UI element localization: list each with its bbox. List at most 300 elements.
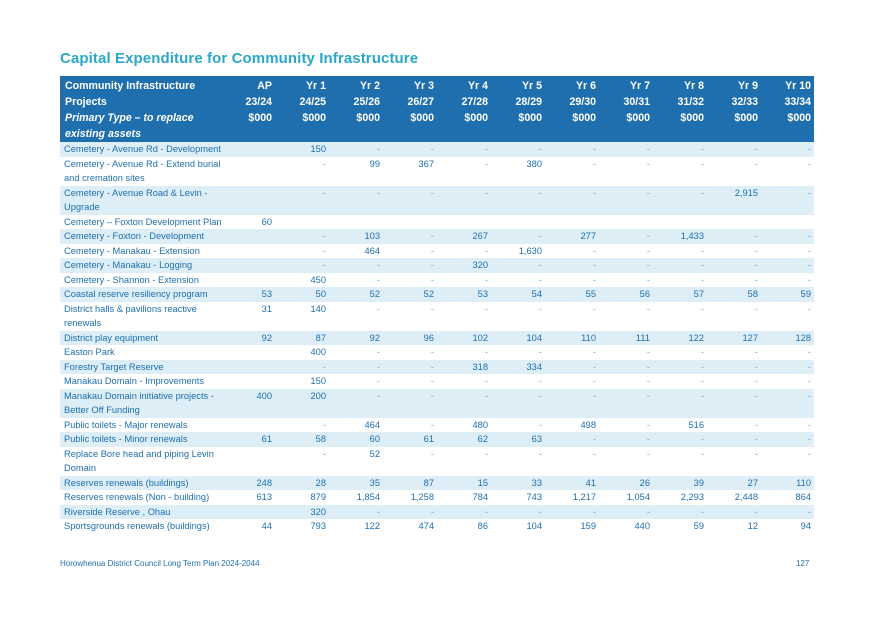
value-cell: - — [707, 157, 761, 186]
value-cell: 150 — [275, 142, 329, 157]
table-row — [60, 389, 814, 418]
table-row — [60, 157, 814, 186]
value-cell: 61 — [226, 432, 275, 447]
value-cell: 57 — [653, 287, 707, 302]
value-cell: 54 — [491, 287, 545, 302]
table-row — [60, 519, 814, 534]
header-yr3: Yr 3 26/27 $000 — [383, 76, 437, 142]
header-yr2: Yr 2 25/26 $000 — [329, 76, 383, 142]
value-cell: - — [761, 229, 814, 244]
header-yr1: Yr 1 24/25 $000 — [275, 76, 329, 142]
value-cell: - — [707, 142, 761, 157]
value-cell: - — [491, 258, 545, 273]
value-cell: - — [491, 374, 545, 389]
value-cell: - — [275, 418, 329, 433]
value-cell: 200 — [275, 389, 329, 418]
value-cell: - — [653, 374, 707, 389]
value-cell: 793 — [275, 519, 329, 534]
page-title: Capital Expenditure for Community Infrastructure — [60, 50, 419, 67]
value-cell: - — [653, 302, 707, 331]
project-name-cell: Reserves renewals (Non - building) — [60, 490, 226, 505]
value-cell: 2,448 — [707, 490, 761, 505]
value-cell: - — [383, 345, 437, 360]
value-cell: 248 — [226, 476, 275, 491]
value-cell: 450 — [275, 273, 329, 288]
value-cell: - — [599, 229, 653, 244]
value-cell: - — [275, 360, 329, 375]
value-cell: - — [329, 302, 383, 331]
table-row — [60, 229, 814, 244]
value-cell: - — [599, 258, 653, 273]
value-cell: - — [275, 258, 329, 273]
table-row — [60, 374, 814, 389]
header-line: existing assets — [65, 128, 141, 140]
value-cell: - — [383, 360, 437, 375]
value-cell: - — [599, 186, 653, 215]
project-name-cell: Easton Park — [60, 345, 226, 360]
value-cell: - — [383, 186, 437, 215]
value-cell: 784 — [437, 490, 491, 505]
value-cell: - — [491, 273, 545, 288]
value-cell: 103 — [329, 229, 383, 244]
value-cell: - — [437, 389, 491, 418]
value-cell: - — [383, 389, 437, 418]
value-cell — [226, 345, 275, 360]
value-cell: 26 — [599, 476, 653, 491]
value-cell: - — [707, 244, 761, 259]
value-cell: - — [707, 447, 761, 476]
project-name-cell: Forestry Target Reserve — [60, 360, 226, 375]
project-name-cell: Coastal reserve resiliency program — [60, 287, 226, 302]
value-cell: - — [761, 345, 814, 360]
header-yr6: Yr 6 29/30 $000 — [545, 76, 599, 142]
project-name-cell: Cemetery - Foxton - Development — [60, 229, 226, 244]
value-cell: - — [761, 374, 814, 389]
value-cell: - — [491, 302, 545, 331]
value-cell: - — [707, 418, 761, 433]
value-cell: 464 — [329, 418, 383, 433]
value-cell: 122 — [329, 519, 383, 534]
value-cell: - — [383, 447, 437, 476]
value-cell: 474 — [383, 519, 437, 534]
value-cell: - — [707, 432, 761, 447]
table-row — [60, 186, 814, 215]
value-cell: - — [761, 244, 814, 259]
value-cell — [761, 215, 814, 230]
table-row — [60, 287, 814, 302]
value-cell: 110 — [761, 476, 814, 491]
value-cell: - — [707, 374, 761, 389]
value-cell: 380 — [491, 157, 545, 186]
value-cell: - — [599, 345, 653, 360]
value-cell: - — [491, 447, 545, 476]
value-cell: 104 — [491, 519, 545, 534]
value-cell: - — [491, 389, 545, 418]
project-name-cell: District play equipment — [60, 331, 226, 346]
header-line: Projects — [65, 96, 107, 108]
project-name-cell: Reserves renewals (buildings) — [60, 476, 226, 491]
value-cell: 150 — [275, 374, 329, 389]
value-cell: - — [383, 258, 437, 273]
value-cell: - — [383, 374, 437, 389]
project-name-cell: Cemetery - Shannon - Extension — [60, 273, 226, 288]
header-yr4: Yr 4 27/28 $000 — [437, 76, 491, 142]
table-row — [60, 273, 814, 288]
value-cell: 320 — [437, 258, 491, 273]
table-row — [60, 360, 814, 375]
value-cell: - — [761, 186, 814, 215]
value-cell: 128 — [761, 331, 814, 346]
value-cell: - — [545, 505, 599, 520]
value-cell: 62 — [437, 432, 491, 447]
value-cell: - — [653, 389, 707, 418]
value-cell: - — [599, 418, 653, 433]
value-cell: - — [599, 374, 653, 389]
value-cell: - — [437, 374, 491, 389]
value-cell: 122 — [653, 331, 707, 346]
value-cell: 320 — [275, 505, 329, 520]
value-cell — [226, 505, 275, 520]
value-cell: - — [383, 244, 437, 259]
header-yr10: Yr 10 33/34 $000 — [761, 76, 814, 142]
value-cell — [226, 229, 275, 244]
value-cell: 61 — [383, 432, 437, 447]
value-cell: - — [437, 273, 491, 288]
value-cell: - — [545, 432, 599, 447]
value-cell: - — [761, 142, 814, 157]
table-body — [60, 142, 814, 534]
value-cell: - — [545, 447, 599, 476]
value-cell: 63 — [491, 432, 545, 447]
project-name-cell: Cemetery - Avenue Road & Levin - Upgrade — [60, 186, 226, 215]
value-cell: - — [761, 389, 814, 418]
table-row — [60, 331, 814, 346]
value-cell: 102 — [437, 331, 491, 346]
table-row — [60, 490, 814, 505]
value-cell: - — [383, 142, 437, 157]
project-name-cell: Cemetery - Manakau - Extension — [60, 244, 226, 259]
value-cell: 87 — [383, 476, 437, 491]
value-cell — [383, 215, 437, 230]
value-cell: 99 — [329, 157, 383, 186]
value-cell: 52 — [329, 447, 383, 476]
project-name-cell: Cemetery - Avenue Rd - Development — [60, 142, 226, 157]
table-row — [60, 505, 814, 520]
header-yr8: Yr 8 31/32 $000 — [653, 76, 707, 142]
value-cell: 613 — [226, 490, 275, 505]
value-cell: 96 — [383, 331, 437, 346]
value-cell: 31 — [226, 302, 275, 331]
value-cell: - — [761, 258, 814, 273]
value-cell — [707, 215, 761, 230]
project-name-cell: Cemetery – Foxton Development Plan — [60, 215, 226, 230]
header-line: Community Infrastructure — [65, 80, 196, 92]
table-row — [60, 215, 814, 230]
value-cell — [653, 215, 707, 230]
project-name-cell: Sportsgrounds renewals (buildings) — [60, 519, 226, 534]
value-cell: 56 — [599, 287, 653, 302]
value-cell: 27 — [707, 476, 761, 491]
value-cell: - — [437, 157, 491, 186]
value-cell — [599, 215, 653, 230]
capex-table — [60, 76, 814, 534]
value-cell: 277 — [545, 229, 599, 244]
value-cell: 1,054 — [599, 490, 653, 505]
value-cell: 39 — [653, 476, 707, 491]
value-cell: - — [599, 447, 653, 476]
value-cell: - — [599, 244, 653, 259]
value-cell: 140 — [275, 302, 329, 331]
value-cell: - — [707, 389, 761, 418]
table-row — [60, 447, 814, 476]
table-row — [60, 142, 814, 157]
value-cell: - — [545, 302, 599, 331]
value-cell: - — [275, 447, 329, 476]
value-cell: - — [329, 186, 383, 215]
value-cell: - — [761, 505, 814, 520]
value-cell — [491, 215, 545, 230]
value-cell: - — [653, 345, 707, 360]
value-cell — [226, 244, 275, 259]
value-cell: 440 — [599, 519, 653, 534]
value-cell: 111 — [599, 331, 653, 346]
value-cell: - — [599, 157, 653, 186]
value-cell: - — [383, 229, 437, 244]
value-cell: - — [761, 360, 814, 375]
value-cell: 480 — [437, 418, 491, 433]
project-name-cell: Manakau Domain initiative projects - Better Off Funding — [60, 389, 226, 418]
value-cell: 52 — [329, 287, 383, 302]
header-line: Primary Type – to replace — [65, 112, 194, 124]
value-cell: 267 — [437, 229, 491, 244]
value-cell: 92 — [329, 331, 383, 346]
value-cell: 87 — [275, 331, 329, 346]
value-cell: - — [329, 360, 383, 375]
value-cell: - — [329, 345, 383, 360]
value-cell: - — [707, 345, 761, 360]
value-cell: 2,915 — [707, 186, 761, 215]
header-yr7: Yr 7 30/31 $000 — [599, 76, 653, 142]
value-cell — [226, 258, 275, 273]
header-ap: AP 23/24 $000 — [226, 76, 275, 142]
project-name-cell: Public toilets - Minor renewals — [60, 432, 226, 447]
value-cell: - — [599, 432, 653, 447]
value-cell: - — [761, 418, 814, 433]
value-cell: - — [707, 273, 761, 288]
value-cell: - — [761, 273, 814, 288]
value-cell: 400 — [226, 389, 275, 418]
value-cell: 104 — [491, 331, 545, 346]
value-cell: 58 — [275, 432, 329, 447]
value-cell: 59 — [761, 287, 814, 302]
value-cell: - — [599, 360, 653, 375]
table-row — [60, 345, 814, 360]
value-cell: - — [491, 186, 545, 215]
value-cell: 464 — [329, 244, 383, 259]
value-cell: 53 — [226, 287, 275, 302]
value-cell: 60 — [226, 215, 275, 230]
value-cell: - — [329, 389, 383, 418]
value-cell: 92 — [226, 331, 275, 346]
value-cell: 86 — [437, 519, 491, 534]
value-cell: - — [437, 186, 491, 215]
project-name-cell: Replace Bore head and piping Levin Domain — [60, 447, 226, 476]
value-cell: - — [437, 244, 491, 259]
value-cell: - — [761, 302, 814, 331]
value-cell — [545, 215, 599, 230]
value-cell: 1,630 — [491, 244, 545, 259]
value-cell: - — [599, 302, 653, 331]
value-cell: - — [599, 273, 653, 288]
value-cell: 516 — [653, 418, 707, 433]
value-cell: - — [599, 505, 653, 520]
value-cell: - — [599, 389, 653, 418]
value-cell: - — [545, 345, 599, 360]
value-cell: - — [761, 447, 814, 476]
table-row — [60, 476, 814, 491]
value-cell: - — [275, 229, 329, 244]
value-cell: - — [707, 505, 761, 520]
table-row — [60, 302, 814, 331]
value-cell: - — [653, 273, 707, 288]
value-cell: - — [545, 186, 599, 215]
value-cell: 159 — [545, 519, 599, 534]
value-cell: - — [599, 142, 653, 157]
table-row — [60, 244, 814, 259]
value-cell: 55 — [545, 287, 599, 302]
value-cell: 44 — [226, 519, 275, 534]
value-cell: 367 — [383, 157, 437, 186]
value-cell: 52 — [383, 287, 437, 302]
value-cell: - — [383, 273, 437, 288]
value-cell: 33 — [491, 476, 545, 491]
project-name-cell: District halls & pavilions reactive renewals — [60, 302, 226, 331]
value-cell: 318 — [437, 360, 491, 375]
value-cell: - — [653, 157, 707, 186]
value-cell: 498 — [545, 418, 599, 433]
value-cell: - — [329, 258, 383, 273]
value-cell: 2,293 — [653, 490, 707, 505]
value-cell — [226, 418, 275, 433]
value-cell: - — [653, 186, 707, 215]
value-cell: - — [653, 244, 707, 259]
project-name-cell: Manakau Domain - Improvements — [60, 374, 226, 389]
value-cell: - — [545, 273, 599, 288]
value-cell: 41 — [545, 476, 599, 491]
header-projects — [60, 76, 226, 142]
value-cell — [329, 215, 383, 230]
value-cell — [437, 215, 491, 230]
value-cell: 1,433 — [653, 229, 707, 244]
value-cell: - — [275, 157, 329, 186]
value-cell: 743 — [491, 490, 545, 505]
value-cell — [226, 157, 275, 186]
value-cell: - — [545, 374, 599, 389]
value-cell: 94 — [761, 519, 814, 534]
value-cell: - — [491, 229, 545, 244]
value-cell: 60 — [329, 432, 383, 447]
project-name-cell: Public toilets - Major renewals — [60, 418, 226, 433]
value-cell: - — [707, 360, 761, 375]
value-cell: - — [329, 505, 383, 520]
value-cell — [226, 186, 275, 215]
value-cell: - — [545, 360, 599, 375]
value-cell: 28 — [275, 476, 329, 491]
value-cell: - — [545, 157, 599, 186]
value-cell: - — [653, 432, 707, 447]
footer-page-number: 127 — [796, 559, 810, 568]
value-cell: 1,258 — [383, 490, 437, 505]
value-cell: 58 — [707, 287, 761, 302]
header-yr9: Yr 9 32/33 $000 — [707, 76, 761, 142]
value-cell: 35 — [329, 476, 383, 491]
value-cell: - — [545, 389, 599, 418]
value-cell: 864 — [761, 490, 814, 505]
value-cell: - — [437, 447, 491, 476]
value-cell: 1,854 — [329, 490, 383, 505]
value-cell: - — [275, 244, 329, 259]
value-cell: 1,217 — [545, 490, 599, 505]
value-cell: 15 — [437, 476, 491, 491]
value-cell: 110 — [545, 331, 599, 346]
value-cell — [226, 374, 275, 389]
value-cell: - — [707, 229, 761, 244]
value-cell: - — [653, 505, 707, 520]
value-cell: - — [383, 302, 437, 331]
value-cell: - — [653, 142, 707, 157]
value-cell: - — [383, 505, 437, 520]
value-cell: 127 — [707, 331, 761, 346]
project-name-cell: Cemetery - Manakau - Logging — [60, 258, 226, 273]
value-cell: 400 — [275, 345, 329, 360]
value-cell: - — [491, 142, 545, 157]
value-cell: - — [329, 142, 383, 157]
value-cell: 879 — [275, 490, 329, 505]
value-cell: 53 — [437, 287, 491, 302]
value-cell: 50 — [275, 287, 329, 302]
value-cell — [226, 360, 275, 375]
header-yr5: Yr 5 28/29 $000 — [491, 76, 545, 142]
table-header-row — [60, 76, 814, 142]
value-cell — [226, 447, 275, 476]
value-cell — [226, 273, 275, 288]
value-cell — [226, 142, 275, 157]
value-cell: - — [545, 142, 599, 157]
value-cell: - — [761, 432, 814, 447]
project-name-cell: Cemetery - Avenue Rd - Extend burial and cremation sites — [60, 157, 226, 186]
table-row — [60, 258, 814, 273]
value-cell: - — [545, 244, 599, 259]
value-cell: - — [653, 447, 707, 476]
table-row — [60, 418, 814, 433]
value-cell: - — [707, 258, 761, 273]
value-cell — [275, 215, 329, 230]
value-cell: - — [491, 505, 545, 520]
value-cell: - — [437, 302, 491, 331]
value-cell: 12 — [707, 519, 761, 534]
value-cell: - — [707, 302, 761, 331]
value-cell: - — [653, 360, 707, 375]
value-cell: - — [653, 258, 707, 273]
value-cell: - — [437, 345, 491, 360]
value-cell: - — [437, 505, 491, 520]
value-cell: 334 — [491, 360, 545, 375]
value-cell: - — [437, 142, 491, 157]
value-cell: - — [491, 345, 545, 360]
value-cell: - — [383, 418, 437, 433]
value-cell: - — [491, 418, 545, 433]
footer-document-title: Horowhenua District Council Long Term Plan 2024-2044 — [60, 559, 260, 568]
